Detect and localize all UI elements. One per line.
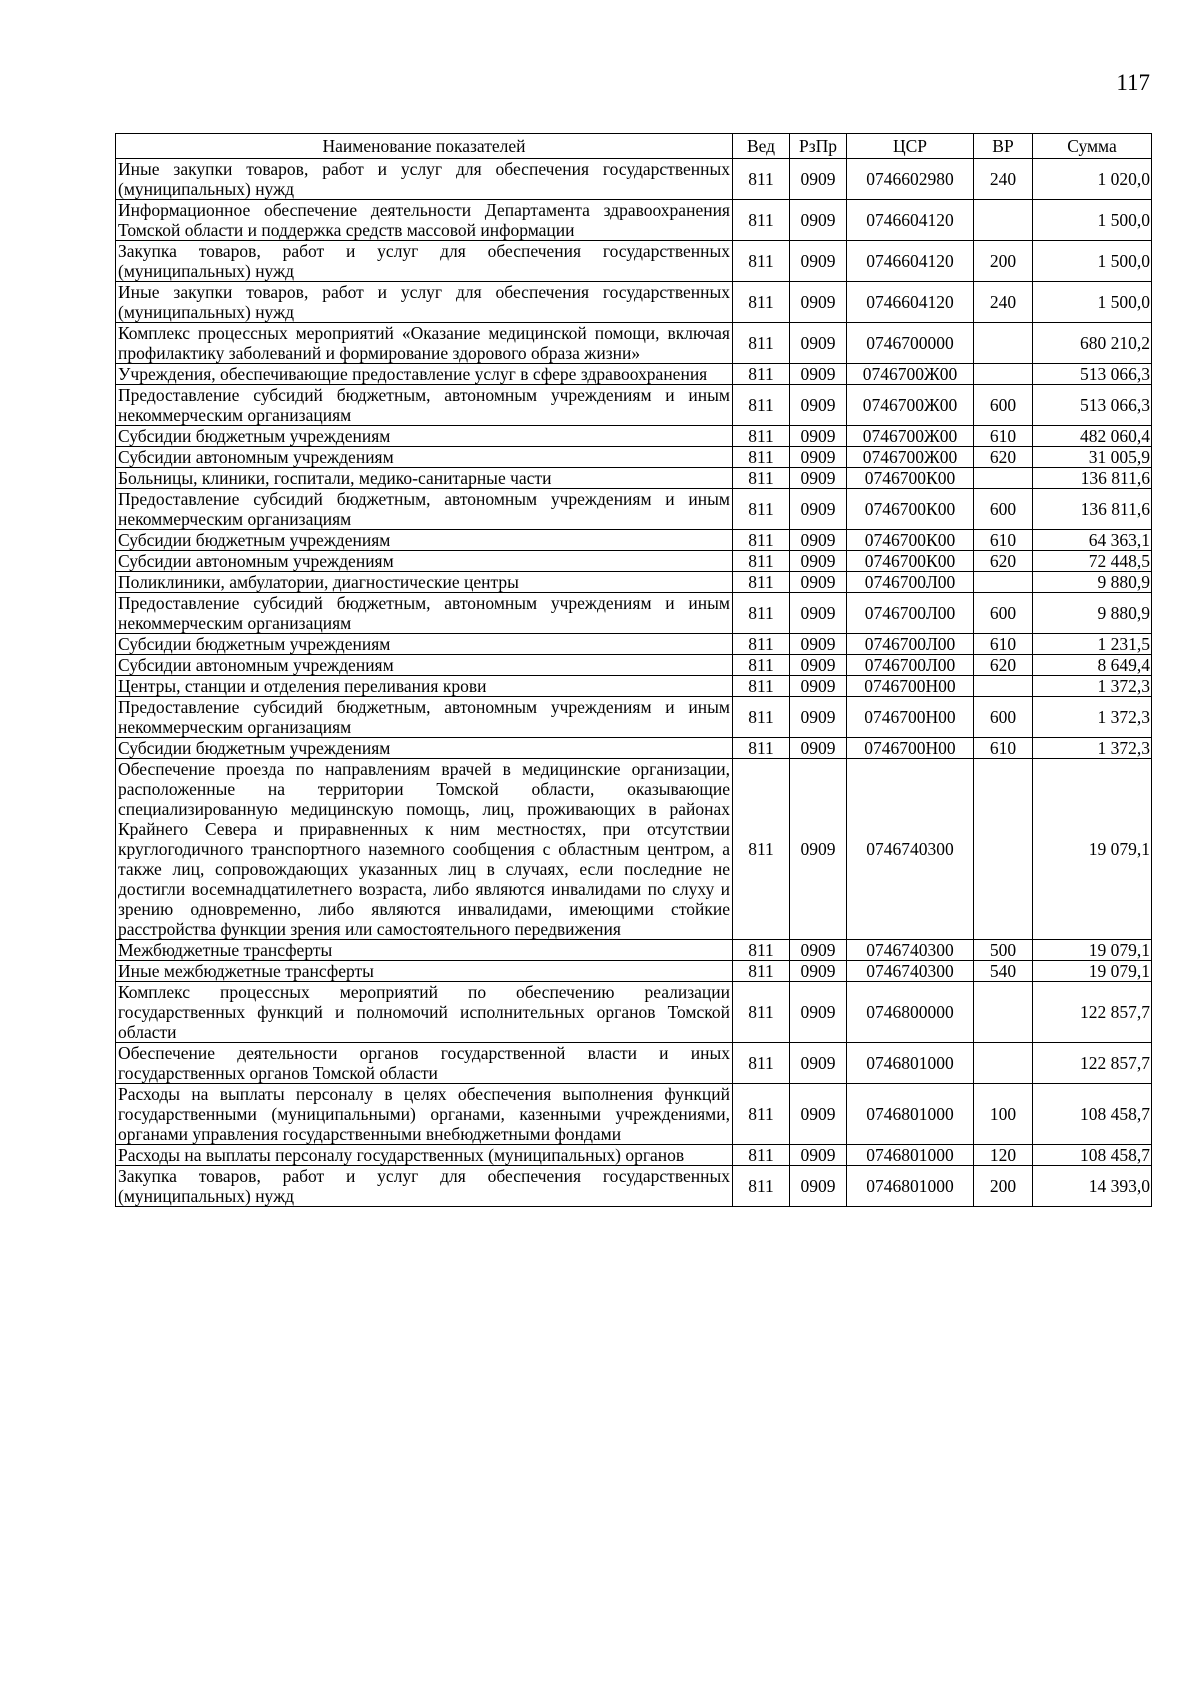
cell-sum: 1 500,0 [1033, 282, 1152, 323]
header-csr: ЦСР [847, 134, 974, 159]
cell-name: Субсидии бюджетным учреждениям [116, 738, 733, 759]
budget-table [115, 133, 1152, 1207]
cell-name: Расходы на выплаты персоналу государственных (муниципальных) органов [116, 1145, 733, 1166]
cell-rzpr: 0909 [790, 982, 847, 1043]
cell-name: Расходы на выплаты персоналу в целях обеспечения выполнения функций государственными (муниципальными) органами, казенными учреждениями, органами управления государственными внебюджетными фондами [116, 1084, 733, 1145]
cell-csr: 0746602980 [847, 159, 974, 200]
table-row [116, 551, 1152, 572]
header-ved: Вед [733, 134, 790, 159]
table-row [116, 961, 1152, 982]
cell-name: Предоставление субсидий бюджетным, автономным учреждениям и иным некоммерческим организациям [116, 489, 733, 530]
table-row [116, 447, 1152, 468]
cell-sum: 1 020,0 [1033, 159, 1152, 200]
cell-ved: 811 [733, 282, 790, 323]
cell-csr: 0746700Н00 [847, 738, 974, 759]
cell-vr [974, 200, 1033, 241]
cell-ved: 811 [733, 940, 790, 961]
table-row [116, 1145, 1152, 1166]
cell-sum: 1 372,3 [1033, 738, 1152, 759]
cell-rzpr: 0909 [790, 940, 847, 961]
header-rzpr: РзПр [790, 134, 847, 159]
cell-vr [974, 982, 1033, 1043]
cell-vr: 610 [974, 738, 1033, 759]
table-row [116, 593, 1152, 634]
cell-vr [974, 676, 1033, 697]
cell-csr: 0746604120 [847, 241, 974, 282]
cell-sum: 72 448,5 [1033, 551, 1152, 572]
cell-csr: 0746700Л00 [847, 655, 974, 676]
cell-name: Поликлиники, амбулатории, диагностические центры [116, 572, 733, 593]
cell-sum: 136 811,6 [1033, 489, 1152, 530]
cell-csr: 0746700000 [847, 323, 974, 364]
cell-name: Информационное обеспечение деятельности Департамента здравоохранения Томской области и поддержка средств массовой информации [116, 200, 733, 241]
cell-ved: 811 [733, 241, 790, 282]
cell-name: Иные закупки товаров, работ и услуг для обеспечения государственных (муниципальных) нужд [116, 282, 733, 323]
cell-csr: 0746801000 [847, 1084, 974, 1145]
cell-sum: 1 372,3 [1033, 676, 1152, 697]
cell-name: Обеспечение проезда по направлениям врачей в медицинские организации, расположенные на территории Томской области, оказывающие специализированную медицинскую помощь, лиц, проживающих в районах Крайнего Севера и приравненных к ним местностях, при отсутствии круглогодичного транспортного наземного сообщения с областным центром, а также лиц, сопровождающих указанных лиц в случаях, если последние не достигли восемнадцатилетнего возраста, либо являются инвалидами по слуху и зрению одновременно, либо являются инвалидами, имеющими стойкие расстройства функции зрения или самостоятельного передвижения [116, 759, 733, 940]
cell-sum: 31 005,9 [1033, 447, 1152, 468]
cell-csr: 0746700К00 [847, 468, 974, 489]
cell-rzpr: 0909 [790, 1043, 847, 1084]
cell-csr: 0746700К00 [847, 530, 974, 551]
cell-ved: 811 [733, 1145, 790, 1166]
cell-ved: 811 [733, 1166, 790, 1207]
cell-vr: 240 [974, 159, 1033, 200]
cell-vr [974, 364, 1033, 385]
cell-rzpr: 0909 [790, 530, 847, 551]
cell-sum: 122 857,7 [1033, 982, 1152, 1043]
cell-sum: 19 079,1 [1033, 759, 1152, 940]
cell-csr: 0746801000 [847, 1043, 974, 1084]
table-row [116, 468, 1152, 489]
table-row [116, 697, 1152, 738]
cell-name: Субсидии автономным учреждениям [116, 551, 733, 572]
table-row [116, 676, 1152, 697]
cell-rzpr: 0909 [790, 697, 847, 738]
cell-vr [974, 572, 1033, 593]
table-row [116, 282, 1152, 323]
cell-name: Межбюджетные трансферты [116, 940, 733, 961]
cell-ved: 811 [733, 530, 790, 551]
cell-sum: 1 500,0 [1033, 241, 1152, 282]
cell-vr [974, 1043, 1033, 1084]
cell-ved: 811 [733, 323, 790, 364]
cell-name: Предоставление субсидий бюджетным, автономным учреждениям и иным некоммерческим организациям [116, 385, 733, 426]
cell-vr: 620 [974, 447, 1033, 468]
cell-ved: 811 [733, 655, 790, 676]
cell-ved: 811 [733, 697, 790, 738]
cell-rzpr: 0909 [790, 1084, 847, 1145]
cell-rzpr: 0909 [790, 385, 847, 426]
cell-rzpr: 0909 [790, 759, 847, 940]
cell-csr: 0746740300 [847, 961, 974, 982]
cell-rzpr: 0909 [790, 593, 847, 634]
cell-vr: 610 [974, 530, 1033, 551]
cell-rzpr: 0909 [790, 676, 847, 697]
cell-vr: 600 [974, 697, 1033, 738]
cell-rzpr: 0909 [790, 159, 847, 200]
table-row [116, 364, 1152, 385]
cell-rzpr: 0909 [790, 426, 847, 447]
cell-vr: 540 [974, 961, 1033, 982]
cell-name: Субсидии бюджетным учреждениям [116, 426, 733, 447]
cell-rzpr: 0909 [790, 468, 847, 489]
cell-vr [974, 468, 1033, 489]
cell-ved: 811 [733, 468, 790, 489]
cell-rzpr: 0909 [790, 364, 847, 385]
cell-rzpr: 0909 [790, 1145, 847, 1166]
cell-rzpr: 0909 [790, 241, 847, 282]
cell-name: Иные закупки товаров, работ и услуг для обеспечения государственных (муниципальных) нужд [116, 159, 733, 200]
cell-name: Предоставление субсидий бюджетным, автономным учреждениям и иным некоммерческим организациям [116, 593, 733, 634]
cell-sum: 108 458,7 [1033, 1084, 1152, 1145]
table-row [116, 738, 1152, 759]
cell-ved: 811 [733, 159, 790, 200]
cell-ved: 811 [733, 426, 790, 447]
cell-csr: 0746700Н00 [847, 697, 974, 738]
table-row [116, 982, 1152, 1043]
cell-name: Больницы, клиники, госпитали, медико-санитарные части [116, 468, 733, 489]
table-body [116, 159, 1152, 1207]
table-row [116, 426, 1152, 447]
cell-vr: 620 [974, 551, 1033, 572]
cell-csr: 0746800000 [847, 982, 974, 1043]
table-row [116, 572, 1152, 593]
cell-csr: 0746700К00 [847, 489, 974, 530]
cell-sum: 1 231,5 [1033, 634, 1152, 655]
cell-name: Предоставление субсидий бюджетным, автономным учреждениям и иным некоммерческим организациям [116, 697, 733, 738]
cell-rzpr: 0909 [790, 961, 847, 982]
cell-rzpr: 0909 [790, 655, 847, 676]
cell-ved: 811 [733, 572, 790, 593]
cell-vr: 600 [974, 385, 1033, 426]
cell-sum: 19 079,1 [1033, 940, 1152, 961]
table-row [116, 634, 1152, 655]
cell-name: Обеспечение деятельности органов государственной власти и иных государственных органов Томской области [116, 1043, 733, 1084]
cell-csr: 0746700Ж00 [847, 385, 974, 426]
cell-vr: 600 [974, 593, 1033, 634]
cell-vr: 600 [974, 489, 1033, 530]
table-row [116, 489, 1152, 530]
cell-sum: 680 210,2 [1033, 323, 1152, 364]
cell-csr: 0746700Л00 [847, 572, 974, 593]
cell-csr: 0746700К00 [847, 551, 974, 572]
cell-rzpr: 0909 [790, 489, 847, 530]
cell-ved: 811 [733, 982, 790, 1043]
cell-rzpr: 0909 [790, 200, 847, 241]
cell-ved: 811 [733, 200, 790, 241]
cell-csr: 0746700Н00 [847, 676, 974, 697]
cell-ved: 811 [733, 634, 790, 655]
cell-sum: 513 066,3 [1033, 364, 1152, 385]
cell-sum: 9 880,9 [1033, 572, 1152, 593]
cell-sum: 19 079,1 [1033, 961, 1152, 982]
table-header-row [116, 134, 1152, 159]
cell-sum: 136 811,6 [1033, 468, 1152, 489]
table-row [116, 1043, 1152, 1084]
cell-rzpr: 0909 [790, 323, 847, 364]
cell-sum: 482 060,4 [1033, 426, 1152, 447]
cell-vr: 500 [974, 940, 1033, 961]
table-row [116, 759, 1152, 940]
cell-name: Субсидии автономным учреждениям [116, 655, 733, 676]
cell-name: Учреждения, обеспечивающие предоставление услуг в сфере здравоохранения [116, 364, 733, 385]
cell-rzpr: 0909 [790, 282, 847, 323]
table-row [116, 323, 1152, 364]
cell-rzpr: 0909 [790, 572, 847, 593]
cell-csr: 0746604120 [847, 282, 974, 323]
cell-ved: 811 [733, 385, 790, 426]
cell-name: Субсидии бюджетным учреждениям [116, 634, 733, 655]
cell-rzpr: 0909 [790, 1166, 847, 1207]
cell-name: Комплекс процессных мероприятий «Оказание медицинской помощи, включая профилактику заболеваний и формирование здорового образа жизни» [116, 323, 733, 364]
table-row [116, 159, 1152, 200]
cell-name: Субсидии автономным учреждениям [116, 447, 733, 468]
cell-sum: 122 857,7 [1033, 1043, 1152, 1084]
header-name: Наименование показателей [116, 134, 733, 159]
cell-csr: 0746700Л00 [847, 634, 974, 655]
cell-csr: 0746604120 [847, 200, 974, 241]
cell-vr: 100 [974, 1084, 1033, 1145]
cell-rzpr: 0909 [790, 738, 847, 759]
table-row [116, 940, 1152, 961]
cell-name: Субсидии бюджетным учреждениям [116, 530, 733, 551]
cell-vr: 240 [974, 282, 1033, 323]
cell-csr: 0746801000 [847, 1166, 974, 1207]
cell-sum: 14 393,0 [1033, 1166, 1152, 1207]
table-row [116, 241, 1152, 282]
cell-name: Закупка товаров, работ и услуг для обеспечения государственных (муниципальных) нужд [116, 241, 733, 282]
cell-ved: 811 [733, 489, 790, 530]
cell-vr: 610 [974, 634, 1033, 655]
cell-sum: 9 880,9 [1033, 593, 1152, 634]
table-row [116, 1166, 1152, 1207]
header-sum: Сумма [1033, 134, 1152, 159]
cell-vr: 610 [974, 426, 1033, 447]
table-row [116, 655, 1152, 676]
cell-csr: 0746801000 [847, 1145, 974, 1166]
cell-ved: 811 [733, 961, 790, 982]
cell-vr: 120 [974, 1145, 1033, 1166]
cell-rzpr: 0909 [790, 634, 847, 655]
cell-csr: 0746740300 [847, 940, 974, 961]
table-row [116, 1084, 1152, 1145]
cell-csr: 0746700Ж00 [847, 447, 974, 468]
cell-vr [974, 759, 1033, 940]
cell-sum: 513 066,3 [1033, 385, 1152, 426]
cell-vr: 620 [974, 655, 1033, 676]
header-vr: ВР [974, 134, 1033, 159]
cell-name: Комплекс процессных мероприятий по обеспечению реализации государственных функций и полномочий исполнительных органов Томской области [116, 982, 733, 1043]
cell-csr: 0746700Л00 [847, 593, 974, 634]
cell-name: Закупка товаров, работ и услуг для обеспечения государственных (муниципальных) нужд [116, 1166, 733, 1207]
cell-vr: 200 [974, 1166, 1033, 1207]
cell-sum: 8 649,4 [1033, 655, 1152, 676]
table-row [116, 200, 1152, 241]
cell-rzpr: 0909 [790, 447, 847, 468]
cell-vr: 200 [974, 241, 1033, 282]
cell-ved: 811 [733, 738, 790, 759]
cell-name: Иные межбюджетные трансферты [116, 961, 733, 982]
cell-sum: 1 372,3 [1033, 697, 1152, 738]
cell-name: Центры, станции и отделения переливания крови [116, 676, 733, 697]
cell-sum: 108 458,7 [1033, 1145, 1152, 1166]
page-number: 117 [1116, 70, 1150, 95]
cell-csr: 0746700Ж00 [847, 364, 974, 385]
cell-ved: 811 [733, 447, 790, 468]
cell-ved: 811 [733, 364, 790, 385]
cell-ved: 811 [733, 593, 790, 634]
cell-sum: 1 500,0 [1033, 200, 1152, 241]
cell-vr [974, 323, 1033, 364]
cell-ved: 811 [733, 551, 790, 572]
cell-csr: 0746740300 [847, 759, 974, 940]
cell-rzpr: 0909 [790, 551, 847, 572]
cell-csr: 0746700Ж00 [847, 426, 974, 447]
cell-ved: 811 [733, 1043, 790, 1084]
table-row [116, 385, 1152, 426]
cell-ved: 811 [733, 676, 790, 697]
cell-ved: 811 [733, 1084, 790, 1145]
table-row [116, 530, 1152, 551]
cell-sum: 64 363,1 [1033, 530, 1152, 551]
cell-ved: 811 [733, 759, 790, 940]
